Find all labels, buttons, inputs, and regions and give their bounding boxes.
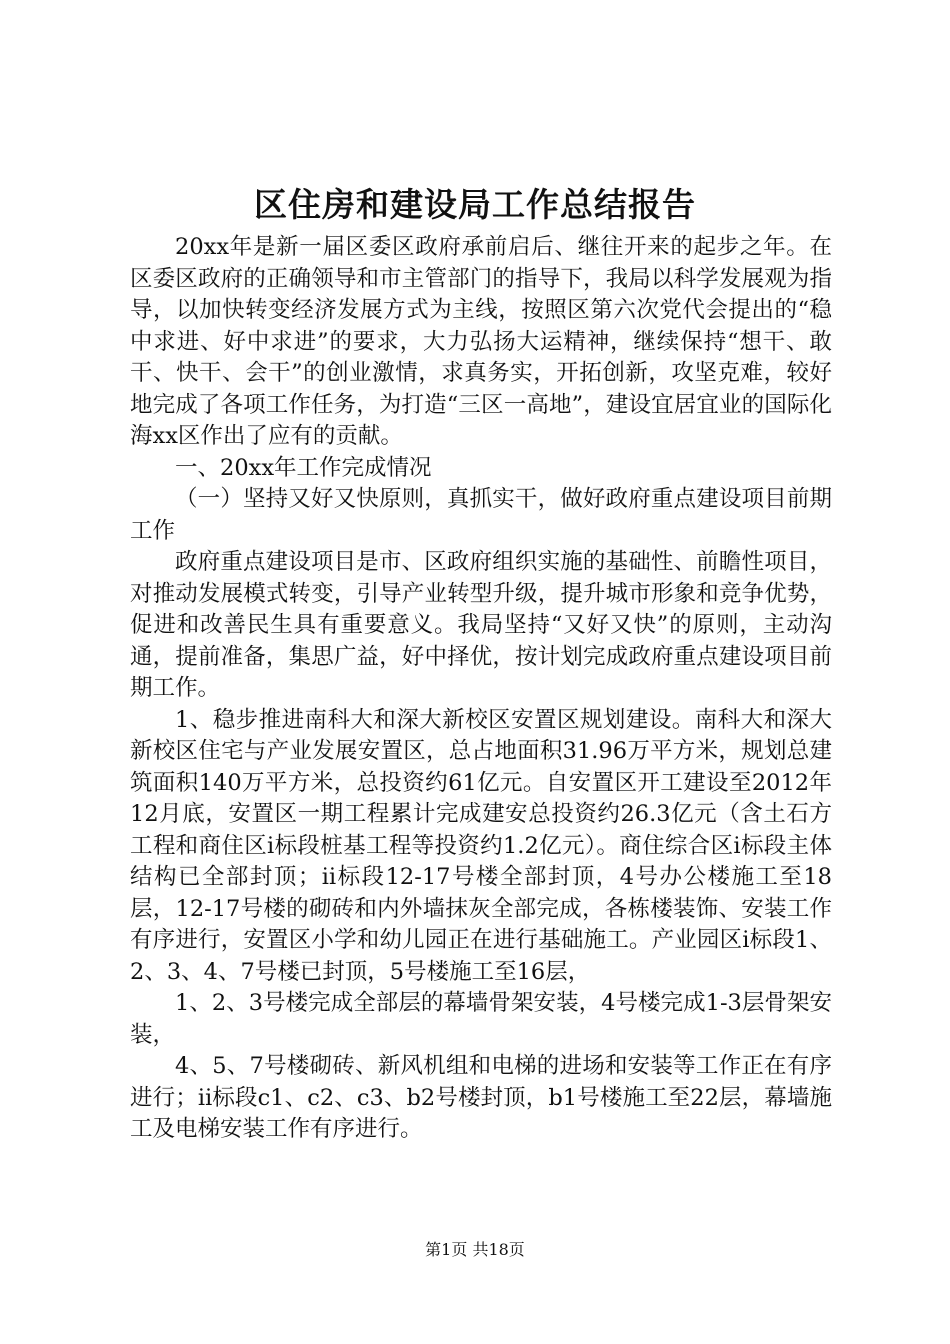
document-title: 区住房和建设局工作总结报告 (254, 185, 696, 224)
paragraph-key-projects: 政府重点建设项目是市、区政府组织实施的基础性、前瞻性项目，对推动发展模式转变，引导产业转型升级，提升城市形象和竞争优势，促进和改善民生具有重要意义。我局坚持“又好又快”的原则，主动沟通，提前准备，集思广益，好中择优，按计划完成政府重点建设项目前期工作。 (130, 549, 832, 701)
paragraph-item-1: 1、稳步推进南科大和深大新校区安置区规划建设。南科大和深大新校区住宅与产业发展安置区，总占地面积31.96万平方米，规划总建筑面积140万平方米，总投资约61亿元。自安置区开工建设至2012年12月底，安置区一期工程累计完成建安总投资约26.3亿元（含土石方工程和商住区ⅰ标段桩基工程等投资约1.2亿元）。商住综合区ⅰ标段主体结构已全部封顶；ⅱ标段12-17号楼全部封顶，4号办公楼施工至18层，12-17号楼的砌砖和内外墙抹灰全部完成，各栋楼装饰、安装工作有序进行，安置区小学和幼儿园正在进行基础施工。产业园区ⅰ标段1、2、3、4、7号楼已封顶，5号楼施工至16层， (130, 706, 832, 985)
subsection-heading: （一）坚持又好又快原则，真抓实干，做好政府重点建设项目前期工作 (130, 486, 832, 544)
paragraph-item-1-cont: 1、2、3号楼完成全部层的幕墙骨架安装，4号楼完成1-3层骨架安装， (130, 990, 832, 1048)
document-body (130, 232, 832, 1146)
section-heading: 一、20xx年工作完成情况 (175, 454, 432, 481)
page-footer: 第1页 共18页 (425, 1240, 525, 1259)
paragraph-item-1-cont-2: 4、5、7号楼砌砖、新风机组和电梯的进场和安装等工作正在有序进行；ⅱ标段c1、c2、c3、b2号楼封顶，b1号楼施工至22层，幕墙施工及电梯安装工作有序进行。 (130, 1053, 832, 1142)
paragraph-intro: 20xx年是新一届区委区政府承前启后、继往开来的起步之年。在区委区政府的正确领导和市主管部门的指导下，我局以科学发展观为指导，以加快转变经济发展方式为主线，按照区第六次党代会提出的“稳中求进、好中求进”的要求，大力弘扬大运精神，继续保持“想干、敢干、快干、会干”的创业激情，求真务实，开拓创新，攻坚克难，较好地完成了各项工作任务，为打造“三区一高地”，建设宜居宜业的国际化海xx区作出了应有的贡献。 (130, 234, 832, 449)
